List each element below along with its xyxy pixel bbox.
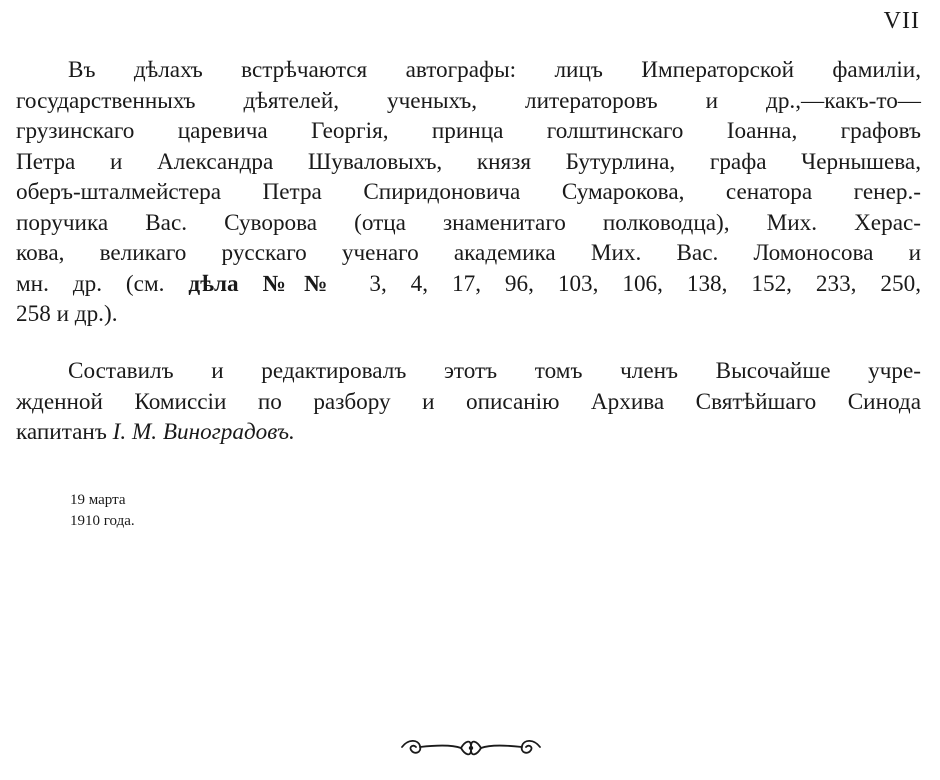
text-line: государственныхъ дѣятелей, ученыхъ, литераторовъ и др.,—какъ-то— [16, 87, 921, 114]
text-line-cases [16, 269, 921, 300]
page-number: VII [883, 8, 920, 34]
text-line: жденной Комиссiи по разбору и описанiю Архива Святѣйшаго Синода [16, 388, 921, 415]
text-line: кова, великаго русскаго ученаго академика Мих. Вас. Ломоносова и [16, 240, 921, 266]
author-rank: капитанъ [16, 419, 113, 445]
text-line: Петра и Александра Шуваловыхъ, князя Бутурлина, графа Чернышева, [16, 148, 921, 175]
date-day: 19 марта [70, 492, 126, 508]
case-numbers: 3, 4, 17, 96, 103, 106, 138, 152, 233, 250, [345, 270, 921, 297]
text-line-author [16, 417, 921, 448]
text-line: 258 и др.). [16, 301, 118, 327]
date-block [70, 490, 135, 532]
text-line: Составилъ и редактировалъ этотъ томъ членъ Высочайше учре- [68, 358, 921, 384]
text-fragment: мн. др. (см. [16, 270, 189, 297]
cases-label: дѣла №№ [188, 270, 346, 297]
text-line: грузинскаго царевича Георгiя, принца голштинскаго Iоанна, графовъ [16, 118, 921, 144]
compiler-paragraph [16, 356, 921, 448]
autographs-paragraph [16, 55, 921, 330]
date-year: 1910 года. [70, 513, 135, 529]
decorative-scroll-ornament-icon [398, 735, 544, 766]
text-line: поручика Вас. Суворова (отца знаменитаго полководца), Мих. Херас- [16, 209, 921, 236]
author-name: I. М. Виноградовъ. [112, 419, 295, 445]
text-line: оберъ-шталмейстера Петра Спиридоновича Сумарокова, сенатора генер.- [16, 179, 921, 205]
text-line: Въ дѣлахъ встрѣчаются автографы: лицъ Императорской фамилiи, [68, 57, 921, 83]
